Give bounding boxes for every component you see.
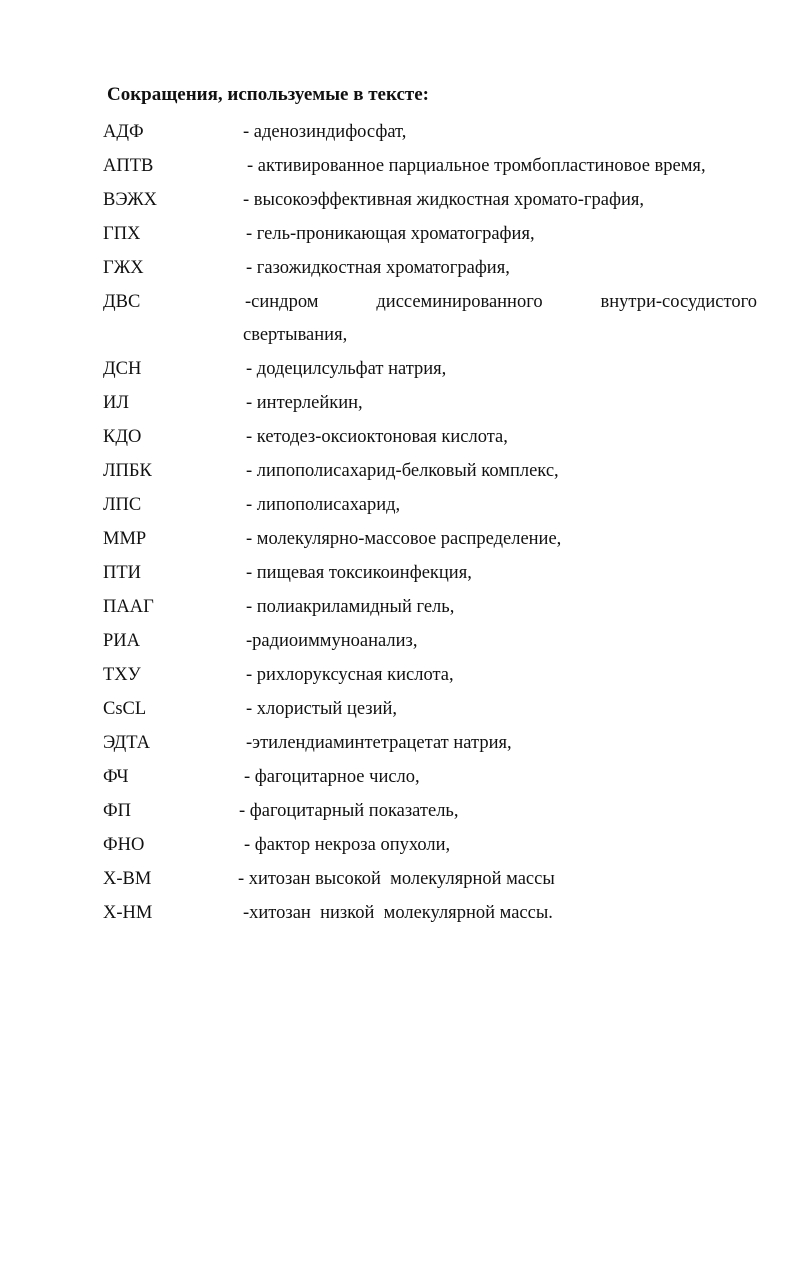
abbreviation: ММР <box>103 529 147 549</box>
abbreviation-row <box>0 562 797 596</box>
abbreviation-definition: - додецилсульфат натрия, <box>246 359 447 379</box>
abbreviation-row <box>0 732 797 766</box>
abbreviation: ФП <box>103 801 131 821</box>
abbreviation-definition: - хлористый цезий, <box>246 699 397 719</box>
abbreviation: ЭДТА <box>103 733 151 753</box>
abbreviation-definition: -этилендиаминтетрацетат натрия, <box>246 733 512 753</box>
page-title: Сокращения, используемые в тексте: <box>107 84 429 105</box>
abbreviation: ГЖХ <box>103 258 144 278</box>
abbreviation-row <box>0 358 797 392</box>
abbreviation-row <box>0 494 797 528</box>
abbreviation: ЛПС <box>103 495 142 515</box>
abbreviation-row <box>0 189 797 223</box>
abbreviation-row <box>0 630 797 664</box>
abbreviation-row <box>0 800 797 834</box>
abbreviation: ГПХ <box>103 224 141 244</box>
abbreviation-definition: - высокоэффективная жидкостная хромато-графия, <box>243 190 644 210</box>
abbreviation-row <box>0 155 797 189</box>
abbreviation-definition: - липополисахарид, <box>246 495 401 515</box>
abbreviation: РИА <box>103 631 141 651</box>
abbreviation-definition: - активированное парциальное тромбопластиновое время, <box>247 156 706 176</box>
abbreviation: ВЭЖХ <box>103 190 158 210</box>
abbreviation: ПТИ <box>103 563 142 583</box>
abbreviation-definition: - кетодез-оксиоктоновая кислота, <box>246 427 508 447</box>
abbreviation-definition: -хитозан низкой молекулярной массы. <box>243 903 553 923</box>
abbreviation-definition: - гель-проникающая хроматография, <box>246 224 535 244</box>
abbreviation: ФНО <box>103 835 145 855</box>
abbreviation-row <box>0 766 797 800</box>
abbreviation-row <box>0 698 797 732</box>
abbreviation-definition <box>245 291 757 313</box>
abbreviation-row <box>0 902 797 936</box>
definition-word: внутри-сосудистого <box>600 292 757 312</box>
abbreviation: ТХУ <box>103 665 141 685</box>
abbreviation: Х-НМ <box>103 903 153 923</box>
abbreviation-definition: - молекулярно-массовое распределение, <box>246 529 562 549</box>
abbreviation-definition: - фагоцитарный показатель, <box>239 801 459 821</box>
abbreviation: ДСН <box>103 359 142 379</box>
abbreviation-definition: - интерлейкин, <box>246 393 363 413</box>
abbreviation-definition: - полиакриламидный гель, <box>246 597 455 617</box>
abbreviation-definition: - рихлоруксусная кислота, <box>246 665 454 685</box>
abbreviation-definition: - фактор некроза опухоли, <box>244 835 451 855</box>
abbreviation: ИЛ <box>103 393 129 413</box>
abbreviation: КДО <box>103 427 142 447</box>
abbreviation-row <box>0 834 797 868</box>
abbreviation-definition: - липополисахарид-белковый комплекс, <box>246 461 559 481</box>
abbreviation-definition: - газожидкостная хроматография, <box>246 258 510 278</box>
abbreviation-row <box>0 596 797 630</box>
abbreviation-row <box>0 257 797 291</box>
abbreviation: АПТВ <box>103 156 154 176</box>
abbreviation: АДФ <box>103 122 144 142</box>
abbreviation-row <box>0 392 797 426</box>
abbreviation-definition: - фагоцитарное число, <box>244 767 420 787</box>
abbreviation-row <box>0 291 797 359</box>
abbreviation: Х-ВМ <box>103 869 152 889</box>
abbreviation-row <box>0 868 797 902</box>
abbreviation-row <box>0 664 797 698</box>
abbreviation-row <box>0 460 797 494</box>
abbreviation: ЛПБК <box>103 461 152 481</box>
abbreviation: ДВС <box>103 292 141 312</box>
abbreviation-definition: -радиоиммуноанализ, <box>246 631 418 651</box>
abbreviation: ФЧ <box>103 767 129 787</box>
abbreviation-definition: - хитозан высокой молекулярной массы <box>238 869 555 889</box>
abbreviation-row <box>0 426 797 460</box>
definition-word: диссеминированного <box>376 292 543 312</box>
abbreviation-row <box>0 528 797 562</box>
abbreviation-row <box>0 121 797 155</box>
abbreviation: CsCL <box>103 699 147 719</box>
abbreviation-definition-continuation: свертывания, <box>243 325 348 345</box>
abbreviation-definition: - пищевая токсикоинфекция, <box>246 563 472 583</box>
definition-word: -синдром <box>245 292 319 312</box>
abbreviation-row <box>0 223 797 257</box>
abbreviation: ПААГ <box>103 597 154 617</box>
abbreviation-definition: - аденозиндифосфат, <box>243 122 407 142</box>
